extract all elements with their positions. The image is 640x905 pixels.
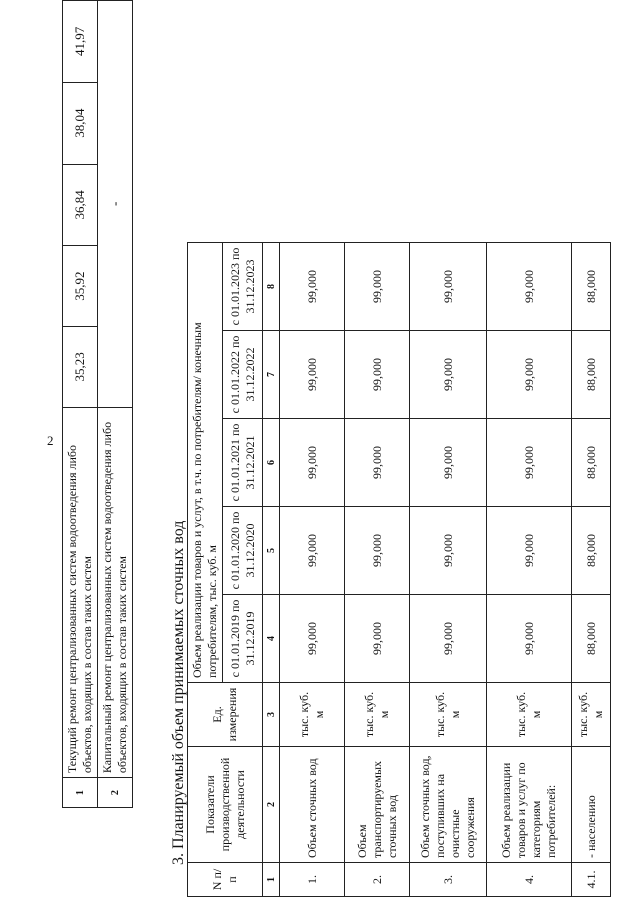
index-cell: 4 — [263, 595, 280, 683]
row-unit: тыс. куб. м — [345, 683, 410, 747]
header-row — [188, 243, 223, 897]
index-cell: 7 — [263, 331, 280, 419]
row-number: 2. — [345, 863, 410, 897]
table-row — [572, 243, 611, 897]
value-cell: 99,000 — [487, 331, 572, 419]
table-row — [98, 1, 133, 808]
row-unit: тыс. куб. м — [572, 683, 611, 747]
value-cell: 36,84 — [63, 164, 98, 246]
period-header: с 01.01.2019 по 31.12.2019 — [223, 595, 263, 683]
value-cell: 88,000 — [572, 507, 611, 595]
table-row — [280, 243, 345, 897]
table-row — [410, 243, 487, 897]
value-cell: 99,000 — [487, 419, 572, 507]
value-cell: 99,000 — [487, 595, 572, 683]
header-unit: Ед. измерения — [188, 683, 263, 747]
value-cell: 99,000 — [280, 595, 345, 683]
value-cell: 88,000 — [572, 331, 611, 419]
index-cell: 5 — [263, 507, 280, 595]
value-cell: - — [98, 1, 133, 408]
value-cell: 99,000 — [345, 243, 410, 331]
value-cell: 38,04 — [63, 82, 98, 164]
wastewater-table — [187, 242, 611, 897]
row-unit: тыс. куб. м — [280, 683, 345, 747]
row-indicator: - населению — [572, 747, 611, 863]
repair-table — [62, 0, 133, 808]
table-row — [63, 1, 98, 808]
row-number: 4. — [487, 863, 572, 897]
section-title: 3. Планируемый объем принимаемых сточных вод — [170, 520, 187, 865]
row-number: 4.1. — [572, 863, 611, 897]
value-cell: 99,000 — [410, 331, 487, 419]
repair-text: Текущий ремонт централизованных систем водоотведения либо объектов, входящих в состав таких систем — [63, 407, 98, 777]
value-cell: 99,000 — [487, 243, 572, 331]
row-number: 2 — [98, 778, 133, 808]
table-row — [487, 243, 572, 897]
value-cell: 99,000 — [280, 507, 345, 595]
index-cell: 1 — [263, 863, 280, 897]
period-header: с 01.01.2020 по 31.12.2020 — [223, 507, 263, 595]
value-cell: 99,000 — [410, 507, 487, 595]
value-cell: 35,92 — [63, 246, 98, 327]
index-cell: 8 — [263, 243, 280, 331]
period-header: с 01.01.2022 по 31.12.2022 — [223, 331, 263, 419]
value-cell: 99,000 — [280, 331, 345, 419]
row-number: 1 — [63, 778, 98, 808]
row-indicator: Объем сточных вод, поступивших на очистные сооружения — [410, 747, 487, 863]
period-header: с 01.01.2021 по 31.12.2021 — [223, 419, 263, 507]
header-num: N п/п — [188, 863, 263, 897]
value-cell: 41,97 — [63, 1, 98, 83]
index-cell: 6 — [263, 419, 280, 507]
value-cell: 99,000 — [280, 243, 345, 331]
value-cell: 99,000 — [410, 419, 487, 507]
value-cell: 88,000 — [572, 595, 611, 683]
index-cell: 3 — [263, 683, 280, 747]
index-row — [263, 243, 280, 897]
row-number: 3. — [410, 863, 487, 897]
value-cell: 99,000 — [345, 419, 410, 507]
value-cell: 99,000 — [410, 243, 487, 331]
value-cell: 99,000 — [487, 507, 572, 595]
row-unit: тыс. куб. м — [487, 683, 572, 747]
value-cell: 99,000 — [280, 419, 345, 507]
table-row — [345, 243, 410, 897]
value-cell: 88,000 — [572, 243, 611, 331]
row-indicator: Объем реализации товаров и услуг по категориям потребителей: — [487, 747, 572, 863]
repair-text: Капитальный ремонт централизованных систем водоотведения либо объектов, входящих в состав таких систем — [98, 407, 133, 777]
value-cell: 35,23 — [63, 326, 98, 407]
value-cell: 99,000 — [345, 331, 410, 419]
value-cell: 99,000 — [410, 595, 487, 683]
value-cell: 99,000 — [345, 507, 410, 595]
value-cell: 99,000 — [345, 595, 410, 683]
row-number: 1. — [280, 863, 345, 897]
page-number: 2 — [47, 433, 54, 448]
header-group: Объем реализации товаров и услут, в т.ч. по потребителям/ конечным потребителям, тыс. куб. м — [188, 243, 223, 683]
period-header: с 01.01.2023 по 31.12.2023 — [223, 243, 263, 331]
index-cell: 2 — [263, 747, 280, 863]
value-cell: 88,000 — [572, 419, 611, 507]
row-unit: тыс. куб. м — [410, 683, 487, 747]
row-indicator: Объем сточных вод — [280, 747, 345, 863]
row-indicator: Объем транспортируемых сточных вод — [345, 747, 410, 863]
header-indicator: Показатели производственной деятельности — [188, 747, 263, 863]
